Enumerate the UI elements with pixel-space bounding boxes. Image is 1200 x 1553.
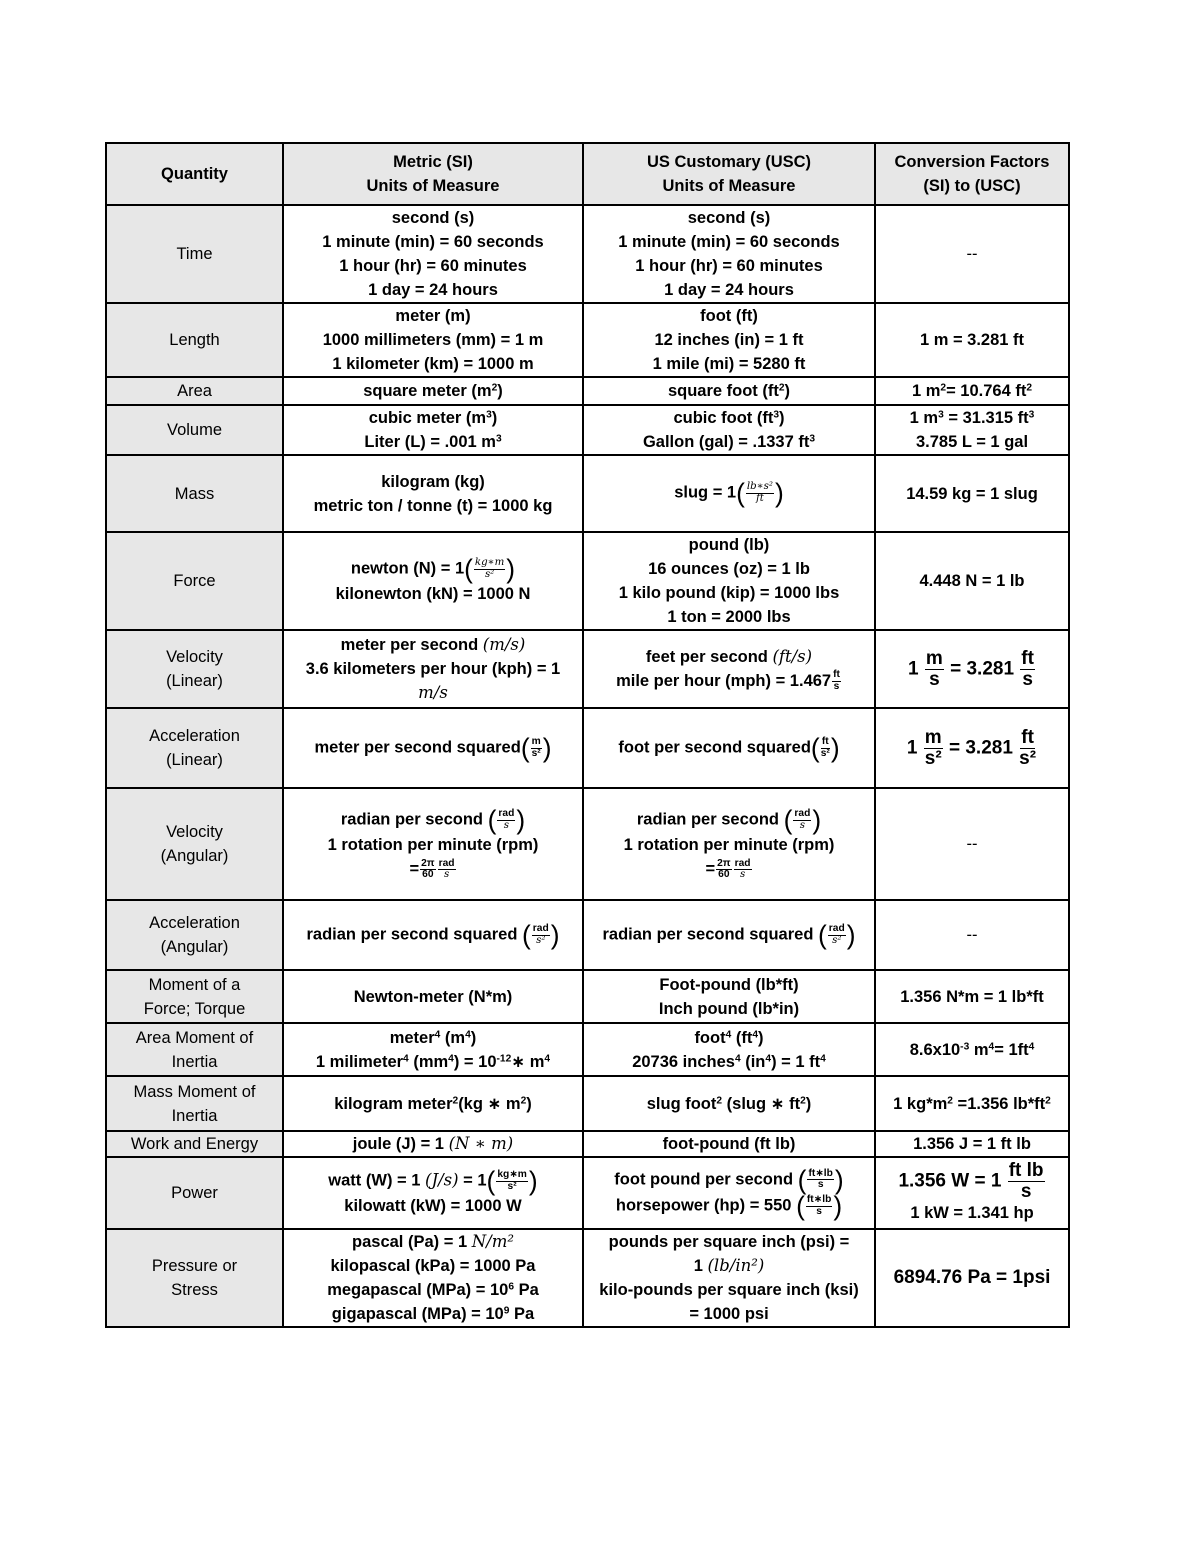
header-conversion — [875, 143, 1069, 205]
si-volume: cubic meter $(m^3)$ Liter (L) = .001 $m^3$ — [283, 405, 583, 455]
usc-length — [583, 303, 875, 377]
conv-work-energy: 1.356 J = 1 ft lb — [875, 1131, 1069, 1157]
si-time-line: second (s) — [391, 209, 475, 227]
si-force: newton (N) = 1( $\frac{kg∗m}{\text{s²}}$ ) kilonewton (kN) = 1000 N — [283, 532, 583, 630]
conv-velocity-angular: -- — [875, 788, 1069, 900]
row-acceleration-linear — [106, 708, 1069, 788]
usc-time-line: 1 hour (hr) = 60 minutes — [635, 257, 823, 275]
si-velocity-linear: meter per second (m/s) 3.6 kilometers per hour (kph) = 1 m/s — [283, 630, 583, 708]
si-acceleration-angular: radian per second squared ( $\frac{\text{rad}}{\text{s²}}$ ) — [283, 900, 583, 970]
usc-length-line: 1 mile (mi) = 5280 ft — [652, 355, 806, 373]
quantity-length: Length — [106, 303, 283, 377]
quantity-mass: Mass — [106, 455, 283, 532]
row-force — [106, 532, 1069, 630]
si-time-line: 1 day = 24 hours — [368, 281, 498, 299]
header-row — [106, 143, 1069, 205]
row-pressure — [106, 1229, 1069, 1327]
si-work-energy: joule (J) = 1 (N ∗ m) — [283, 1131, 583, 1157]
quantity-power: Power — [106, 1157, 283, 1229]
si-acceleration-linear: meter per second squared( $\frac{m}{\text{s²}}$ ) — [283, 708, 583, 788]
conversion-sheet — [105, 142, 1070, 1328]
conv-force: 4.448 N = 1 lb — [875, 532, 1069, 630]
usc-volume: cubic foot $(ft^3)$ Gallon (gal) = .1337 $ft^3$ — [583, 405, 875, 455]
header-metric — [283, 143, 583, 205]
conv-length: 1 m = 3.281 ft — [875, 303, 1069, 377]
quantity-area: Area — [106, 377, 283, 405]
row-time — [106, 205, 1069, 303]
usc-time — [583, 205, 875, 303]
si-time-line: 1 minute (min) = 60 seconds — [322, 233, 544, 251]
usc-velocity-angular: radian per second ( $\frac{\text{rad}}{s}$ ) 1 rotation per minute (rpm) = $\frac{2\pi}{60}$ $\frac{\text{rad}}{s}$ — [583, 788, 875, 900]
conv-mass: 14.59 kg = 1 slug — [875, 455, 1069, 532]
usc-pressure: pounds per square inch (psi) = 1 (lb/in²) kilo-pounds per square inch (ksi) = 1000 psi — [583, 1229, 875, 1327]
quantity-area-moment-inertia: Area Moment of Inertia — [106, 1023, 283, 1076]
row-torque — [106, 970, 1069, 1023]
header-quantity: Quantity — [106, 143, 283, 205]
usc-mass: slug = 1( $\frac{\text{lb∗s²}}{ft}$ ) — [583, 455, 875, 532]
conv-power: 1.356 W = 1 $\frac{\text{ft lb}}{s}$ 1 kW = 1.341 hp — [875, 1157, 1069, 1229]
quantity-torque: Moment of a Force; Torque — [106, 970, 283, 1023]
usc-area: square foot $(ft^2)$ — [583, 377, 875, 405]
si-area: square meter $(m^2)$ — [283, 377, 583, 405]
conv-area-moment-inertia: $8.6x10^{-3}$ $m^4= 1ft^4$ — [875, 1023, 1069, 1076]
si-length-line: meter (m) — [395, 307, 471, 325]
row-velocity-linear — [106, 630, 1069, 708]
si-mass: kilogram (kg) metric ton / tonne (t) = 1000 kg — [283, 455, 583, 532]
conv-velocity-linear: 1 $\frac{m}{s}$ = 3.281 $\frac{ft}{s}$ — [875, 630, 1069, 708]
row-area — [106, 377, 1069, 405]
quantity-mass-moment-inertia: Mass Moment of Inertia — [106, 1076, 283, 1131]
header-conversion-line1: Conversion Factors — [894, 153, 1050, 171]
si-pressure: pascal (Pa) = 1 N/m² kilopascal (kPa) = 1000 Pa megapascal $(MPa) = 10^6$ Pa gigapascal $(MPa) = 10^9$ Pa — [283, 1229, 583, 1327]
quantity-pressure: Pressure or Stress — [106, 1229, 283, 1327]
usc-time-line: second (s) — [687, 209, 771, 227]
row-power — [106, 1157, 1069, 1229]
usc-time-line: 1 minute (min) = 60 seconds — [618, 233, 840, 251]
usc-length-line: 12 inches (in) = 1 ft — [654, 331, 804, 349]
si-time-line: 1 hour (hr) = 60 minutes — [339, 257, 527, 275]
usc-area-moment-inertia: foot$^4$ $(ft^4)$ 20736 inches$^4$ $(in^4) = 1$ $ft^4$ — [583, 1023, 875, 1076]
row-acceleration-angular — [106, 900, 1069, 970]
si-velocity-angular: radian per second ( $\frac{\text{rad}}{s}$ ) 1 rotation per minute (rpm) = $\frac{2\pi}{60}$ $\frac{\text{rad}}{s}$ — [283, 788, 583, 900]
si-area-moment-inertia: meter$^4$ $(m^4)$ 1 milimeter$^4$ $(mm^4)$ = $10^{-12}∗$ $m^4$ — [283, 1023, 583, 1076]
usc-velocity-linear: feet per second (ft/s) mile per hour (mph) = 1.467 $\frac{ft}{s}$ — [583, 630, 875, 708]
quantity-acceleration-angular: Acceleration (Angular) — [106, 900, 283, 970]
usc-time-line: 1 day = 24 hours — [664, 281, 794, 299]
row-velocity-angular — [106, 788, 1069, 900]
conv-torque: 1.356 N*m = 1 lb*ft — [875, 970, 1069, 1023]
header-metric-line1: Metric (SI) — [393, 153, 473, 171]
usc-work-energy: foot-pound (ft lb) — [583, 1131, 875, 1157]
row-mass-moment-inertia — [106, 1076, 1069, 1131]
conv-acceleration-linear: 1 $\frac{m}{\text{s²}}$ = 3.281 $\frac{ft}{\text{s²}}$ — [875, 708, 1069, 788]
row-mass — [106, 455, 1069, 532]
conv-pressure: 6894.76 Pa = 1psi — [875, 1229, 1069, 1327]
quantity-volume: Volume — [106, 405, 283, 455]
row-volume — [106, 405, 1069, 455]
header-conversion-line2: (SI) to (USC) — [923, 177, 1021, 195]
header-usc — [583, 143, 875, 205]
conv-time: -- — [875, 205, 1069, 303]
quantity-acceleration-linear: Acceleration (Linear) — [106, 708, 283, 788]
si-power: watt (W) = 1 (J/s) = 1( $\frac{kg∗m}{\text{s²}}$ ) kilowatt (kW) = 1000 W — [283, 1157, 583, 1229]
header-usc-line1: US Customary (USC) — [646, 153, 812, 171]
usc-acceleration-angular: radian per second squared ( $\frac{\text{rad}}{\text{s²}}$ ) — [583, 900, 875, 970]
usc-force: pound (lb) 16 ounces (oz) = 1 lb 1 kilo pound (kip) = 1000 lbs 1 ton = 2000 lbs — [583, 532, 875, 630]
units-table — [105, 142, 1070, 1328]
conv-volume: 1 $m^3 = 31.315$ $ft^3$ 3.785 L = 1 gal — [875, 405, 1069, 455]
header-metric-line2: Units of Measure — [366, 177, 500, 195]
quantity-work-energy: Work and Energy — [106, 1131, 283, 1157]
usc-torque: Foot-pound (lb*ft) Inch pound (lb*in) — [583, 970, 875, 1023]
conv-mass-moment-inertia: 1 $kg*m^2 =1.356$ $lb*ft^2$ — [875, 1076, 1069, 1131]
quantity-velocity-angular: Velocity (Angular) — [106, 788, 283, 900]
quantity-time: Time — [106, 205, 283, 303]
header-usc-line2: Units of Measure — [662, 177, 796, 195]
si-length-line: 1000 millimeters (mm) = 1 m — [322, 331, 544, 349]
row-work-energy — [106, 1131, 1069, 1157]
quantity-force: Force — [106, 532, 283, 630]
si-mass-moment-inertia: kilogram meter$^2$(kg ∗ $m^2$) — [283, 1076, 583, 1131]
conv-acceleration-angular: -- — [875, 900, 1069, 970]
row-length — [106, 303, 1069, 377]
usc-power: foot pound per second ( $\frac{ft∗lb}{s}$ ) horsepower (hp) = 550 ( $\frac{ft∗lb}{s}$ ) — [583, 1157, 875, 1229]
si-length-line: 1 kilometer (km) = 1000 m — [332, 355, 534, 373]
conv-area: 1 $m^2= 10.764$ $ft^2$ — [875, 377, 1069, 405]
usc-length-line: foot (ft) — [700, 307, 758, 325]
usc-mass-moment-inertia: slug foot$^2$ (slug ∗ $ft^2$) — [583, 1076, 875, 1131]
row-area-moment-inertia — [106, 1023, 1069, 1076]
quantity-velocity-linear: Velocity (Linear) — [106, 630, 283, 708]
usc-acceleration-linear: foot per second squared( $\frac{ft}{\text{s²}}$ ) — [583, 708, 875, 788]
si-time — [283, 205, 583, 303]
si-length — [283, 303, 583, 377]
si-torque: Newton-meter (N*m) — [283, 970, 583, 1023]
